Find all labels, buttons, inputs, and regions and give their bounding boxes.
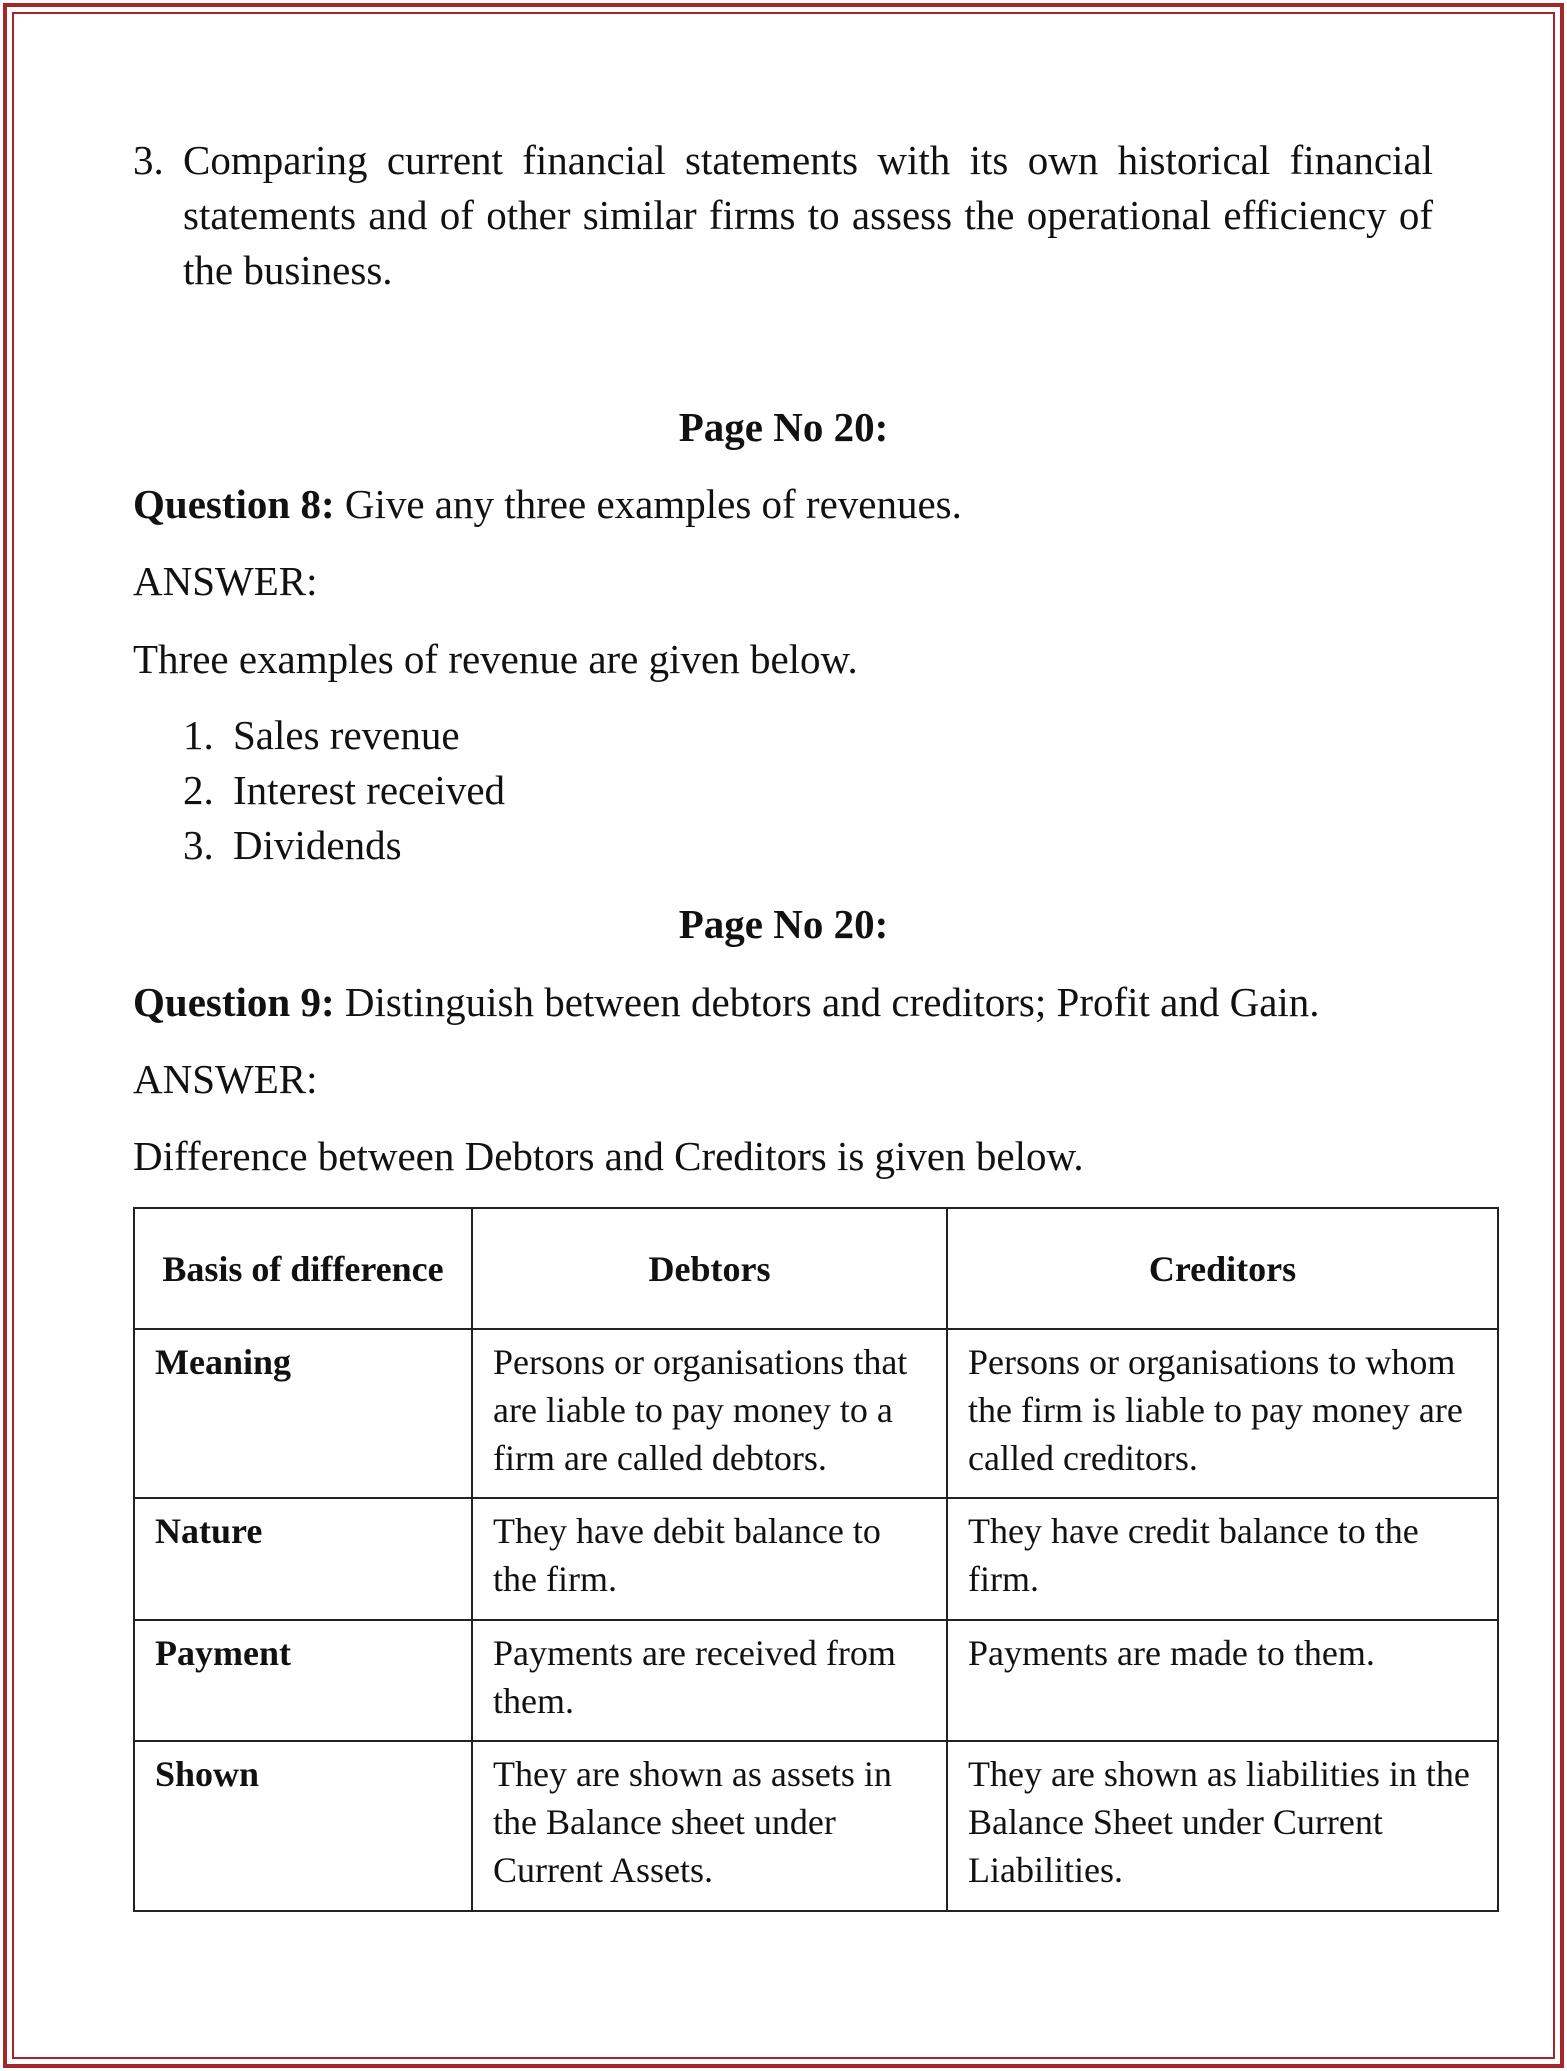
- row-basis: Meaning: [134, 1329, 472, 1498]
- list-item-text: Sales revenue: [233, 712, 460, 758]
- list-item-number: 3.: [183, 822, 214, 868]
- question-8-text: Give any three examples of revenues.: [334, 481, 962, 527]
- list-item-number: 2.: [183, 767, 214, 813]
- answer-label-1: ANSWER:: [133, 558, 318, 604]
- question-9-text: Distinguish between debtors and creditors; Profit and Gain.: [334, 979, 1320, 1025]
- intro-item-number: 3.: [133, 137, 164, 183]
- table-row: [134, 1741, 1498, 1911]
- row-basis: Shown: [134, 1741, 472, 1911]
- row-basis: Nature: [134, 1498, 472, 1620]
- list-item-text: Interest received: [233, 767, 506, 813]
- table-row: [134, 1620, 1498, 1741]
- question-9-label: Question 9:: [133, 979, 335, 1025]
- header-creditors: Creditors: [947, 1208, 1498, 1329]
- row-debtors: Persons or organisations that are liable to pay money to a firm are called debtors.: [472, 1329, 947, 1498]
- debtors-creditors-table: [133, 1207, 1499, 1912]
- question-8: [133, 479, 962, 529]
- answer-lead-2: Difference between Debtors and Creditors is given below.: [133, 1133, 1084, 1179]
- row-creditors: Persons or organisations to whom the firm is liable to pay money are called creditors.: [947, 1329, 1498, 1498]
- table-header-row: [134, 1208, 1498, 1329]
- row-creditors: They have credit balance to the firm.: [947, 1498, 1498, 1620]
- page-heading-2: Page No 20:: [678, 901, 889, 947]
- table-row: [134, 1329, 1498, 1498]
- answer-lead-1: Three examples of revenue are given below.: [133, 636, 858, 682]
- row-creditors: Payments are made to them.: [947, 1620, 1498, 1741]
- row-debtors: They have debit balance to the firm.: [472, 1498, 947, 1620]
- intro-list-item: [133, 133, 1433, 303]
- row-creditors: They are shown as liabilities in the Balance Sheet under Current Liabilities.: [947, 1741, 1498, 1911]
- intro-item-text: Comparing current financial statements with its own historical financial statements and of other similar firms to assess the operational efficiency of the business.: [183, 137, 1433, 293]
- answer-label-2: ANSWER:: [133, 1056, 318, 1102]
- row-debtors: They are shown as assets in the Balance sheet under Current Assets.: [472, 1741, 947, 1911]
- row-basis: Payment: [134, 1620, 472, 1741]
- question-9: [133, 977, 1320, 1027]
- header-debtors: Debtors: [472, 1208, 947, 1329]
- header-basis: Basis of difference: [134, 1208, 472, 1329]
- row-debtors: Payments are received from them.: [472, 1620, 947, 1741]
- list-item-number: 1.: [183, 712, 214, 758]
- list-item-text: Dividends: [233, 822, 402, 868]
- page-heading-1: Page No 20:: [678, 404, 889, 450]
- table-row: [134, 1498, 1498, 1620]
- question-8-label: Question 8:: [133, 481, 335, 527]
